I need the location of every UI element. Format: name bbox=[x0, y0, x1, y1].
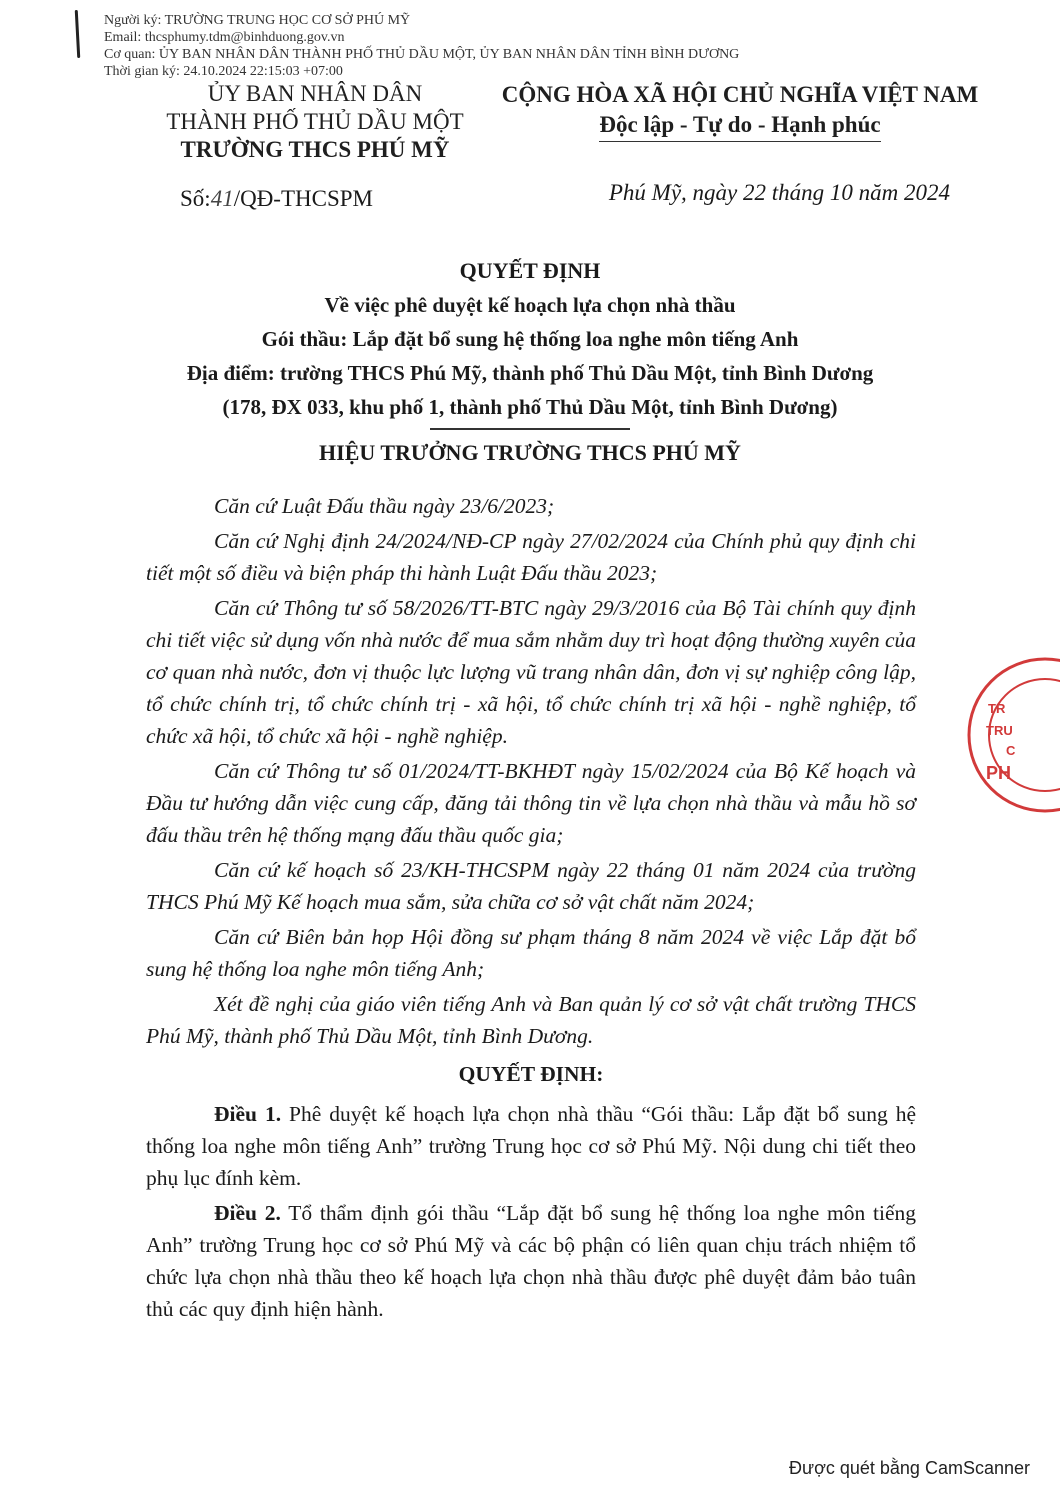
doc-number-suffix: /QĐ-THCSPM bbox=[233, 186, 373, 211]
document-number bbox=[180, 186, 373, 212]
basis-paragraph: Căn cứ kế hoạch số 23/KH-THCSPM ngày 22 tháng 01 năm 2024 của trường THCS Phú Mỹ Kế hoạch mua sắm, sửa chữa cơ sở vật chất năm 2024; bbox=[146, 858, 916, 914]
decision-title bbox=[110, 254, 950, 430]
scanner-watermark: Được quét bằng CamScanner bbox=[789, 1458, 1030, 1478]
doc-number-prefix: Số: bbox=[180, 186, 211, 211]
article-1 bbox=[146, 1098, 916, 1194]
decision-body bbox=[146, 490, 916, 1328]
title-line-2: Về việc phê duyệt kế hoạch lựa chọn nhà thầu bbox=[324, 293, 736, 317]
nation-line-2: Độc lập - Tự do - Hạnh phúc bbox=[599, 110, 880, 142]
title-underline bbox=[430, 428, 630, 430]
national-motto bbox=[480, 80, 1000, 142]
org-line-3: TRƯỜNG THCS PHÚ MỸ bbox=[180, 137, 450, 162]
article-2-label: Điều 2. bbox=[214, 1201, 281, 1225]
authority-heading: HIỆU TRƯỞNG TRƯỜNG THCS PHÚ MỸ bbox=[319, 440, 741, 465]
margin-pen-mark bbox=[75, 10, 81, 58]
basis-paragraph: Căn cứ Thông tư số 58/2026/TT-BTC ngày 29/3/2016 của Bộ Tài chính quy định chi tiết việc sử dụng vốn nhà nước để mua sắm nhằm duy trì hoạt động thường xuyên của cơ quan nhà nước, đơn vị thuộc lực lượng vũ trang nhân dân, đơn vị sự nghiệp công lập, tổ chức chính trị, tổ chức chính trị - xã hội, tổ chức chính trị xã hội - nghề nghiệp, tổ chức xã hội, tổ chức xã hội - nghề nghiệp. bbox=[146, 596, 916, 748]
date-suffix: tháng 10 năm 2024 bbox=[766, 180, 950, 205]
issuing-organization bbox=[140, 80, 490, 164]
basis-paragraph: Căn cứ Luật Đấu thầu ngày 23/6/2023; bbox=[214, 494, 555, 518]
title-line-4: Địa điểm: trường THCS Phú Mỹ, thành phố Thủ Dầu Một, tỉnh Bình Dương bbox=[186, 361, 874, 385]
date-day: 22 bbox=[743, 180, 766, 205]
digital-signature-info bbox=[104, 12, 1004, 80]
place-and-date bbox=[609, 180, 950, 206]
nation-line-1: CỘNG HÒA XÃ HỘI CHỦ NGHĨA VIỆT NAM bbox=[501, 82, 979, 107]
svg-text:TR: TR bbox=[988, 701, 1006, 716]
basis-paragraph: Căn cứ Nghị định 24/2024/NĐ-CP ngày 27/02/2024 của Chính phủ quy định chi tiết một số điều và biện pháp thi hành Luật Đấu thầu 2023; bbox=[146, 529, 916, 585]
signer-line: Người ký: TRƯỜNG TRUNG HỌC CƠ SỞ PHÚ MỸ bbox=[104, 13, 411, 28]
title-line-3: Gói thầu: Lắp đặt bổ sung hệ thống loa nghe môn tiếng Anh bbox=[261, 327, 799, 351]
title-line-5: (178, ĐX 033, khu phố 1, thành phố Thủ Dầu Một, tỉnh Bình Dương) bbox=[222, 395, 838, 419]
decision-heading: QUYẾT ĐỊNH: bbox=[458, 1062, 604, 1086]
svg-text:TRU: TRU bbox=[986, 723, 1013, 738]
org-line-1: ỦY BAN NHÂN DÂN bbox=[207, 81, 423, 106]
email-line: Email: thcsphumy.tdm@binhduong.gov.vn bbox=[104, 30, 345, 45]
title-line-1: QUYẾT ĐỊNH bbox=[459, 258, 601, 283]
sign-time-line: Thời gian ký: 24.10.2024 22:15:03 +07:00 bbox=[104, 64, 343, 79]
doc-number-handwritten: 41 bbox=[210, 186, 234, 211]
date-prefix: Phú Mỹ, ngày bbox=[608, 180, 743, 205]
article-1-label: Điều 1. bbox=[214, 1102, 282, 1126]
basis-paragraph: Căn cứ Thông tư số 01/2024/TT-BKHĐT ngày 15/02/2024 của Bộ Kế hoạch và Đầu tư hướng dẫn việc cung cấp, đăng tải thông tin về lựa chọn nhà thầu và mẫu hồ sơ đấu thầu trên hệ thống mạng đấu thầu quốc gia; bbox=[146, 759, 916, 847]
svg-text:PH: PH bbox=[986, 763, 1012, 783]
basis-paragraph: Xét đề nghị của giáo viên tiếng Anh và Ban quản lý cơ sở vật chất trường THCS Phú Mỹ, thành phố Thủ Dầu Một, tỉnh Bình Dương. bbox=[146, 992, 916, 1048]
article-1-text: Phê duyệt kế hoạch lựa chọn nhà thầu “Gói thầu: Lắp đặt bổ sung hệ thống loa nghe môn tiếng Anh” trường Trung học cơ sở Phú Mỹ. Nội dung chi tiết theo phụ lục đính kèm. bbox=[146, 1102, 916, 1190]
article-2-text: Tổ thẩm định gói thầu “Lắp đặt bổ sung hệ thống loa nghe môn tiếng Anh” trường Trung học cơ sở Phú Mỹ và các bộ phận có liên quan chịu trách nhiệm tổ chức lựa chọn nhà thầu theo kế hoạch lựa chọn nhà thầu được phê duyệt đảm bảo tuân thủ các quy định hiện hành. bbox=[146, 1201, 917, 1321]
basis-paragraph: Căn cứ Biên bản họp Hội đồng sư phạm tháng 8 năm 2024 về việc Lắp đặt bổ sung hệ thống loa nghe môn tiếng Anh; bbox=[146, 925, 916, 981]
article-2 bbox=[146, 1197, 916, 1325]
svg-text:C: C bbox=[1006, 743, 1016, 758]
org-line-2: THÀNH PHỐ THỦ DẦU MỘT bbox=[166, 109, 464, 134]
agency-line: Cơ quan: ỦY BAN NHÂN DÂN THÀNH PHỐ THỦ DẦU MỘT, ỦY BAN NHÂN DÂN TỈNH BÌNH DƯƠNG bbox=[104, 47, 740, 62]
red-seal-stamp bbox=[950, 655, 1060, 815]
